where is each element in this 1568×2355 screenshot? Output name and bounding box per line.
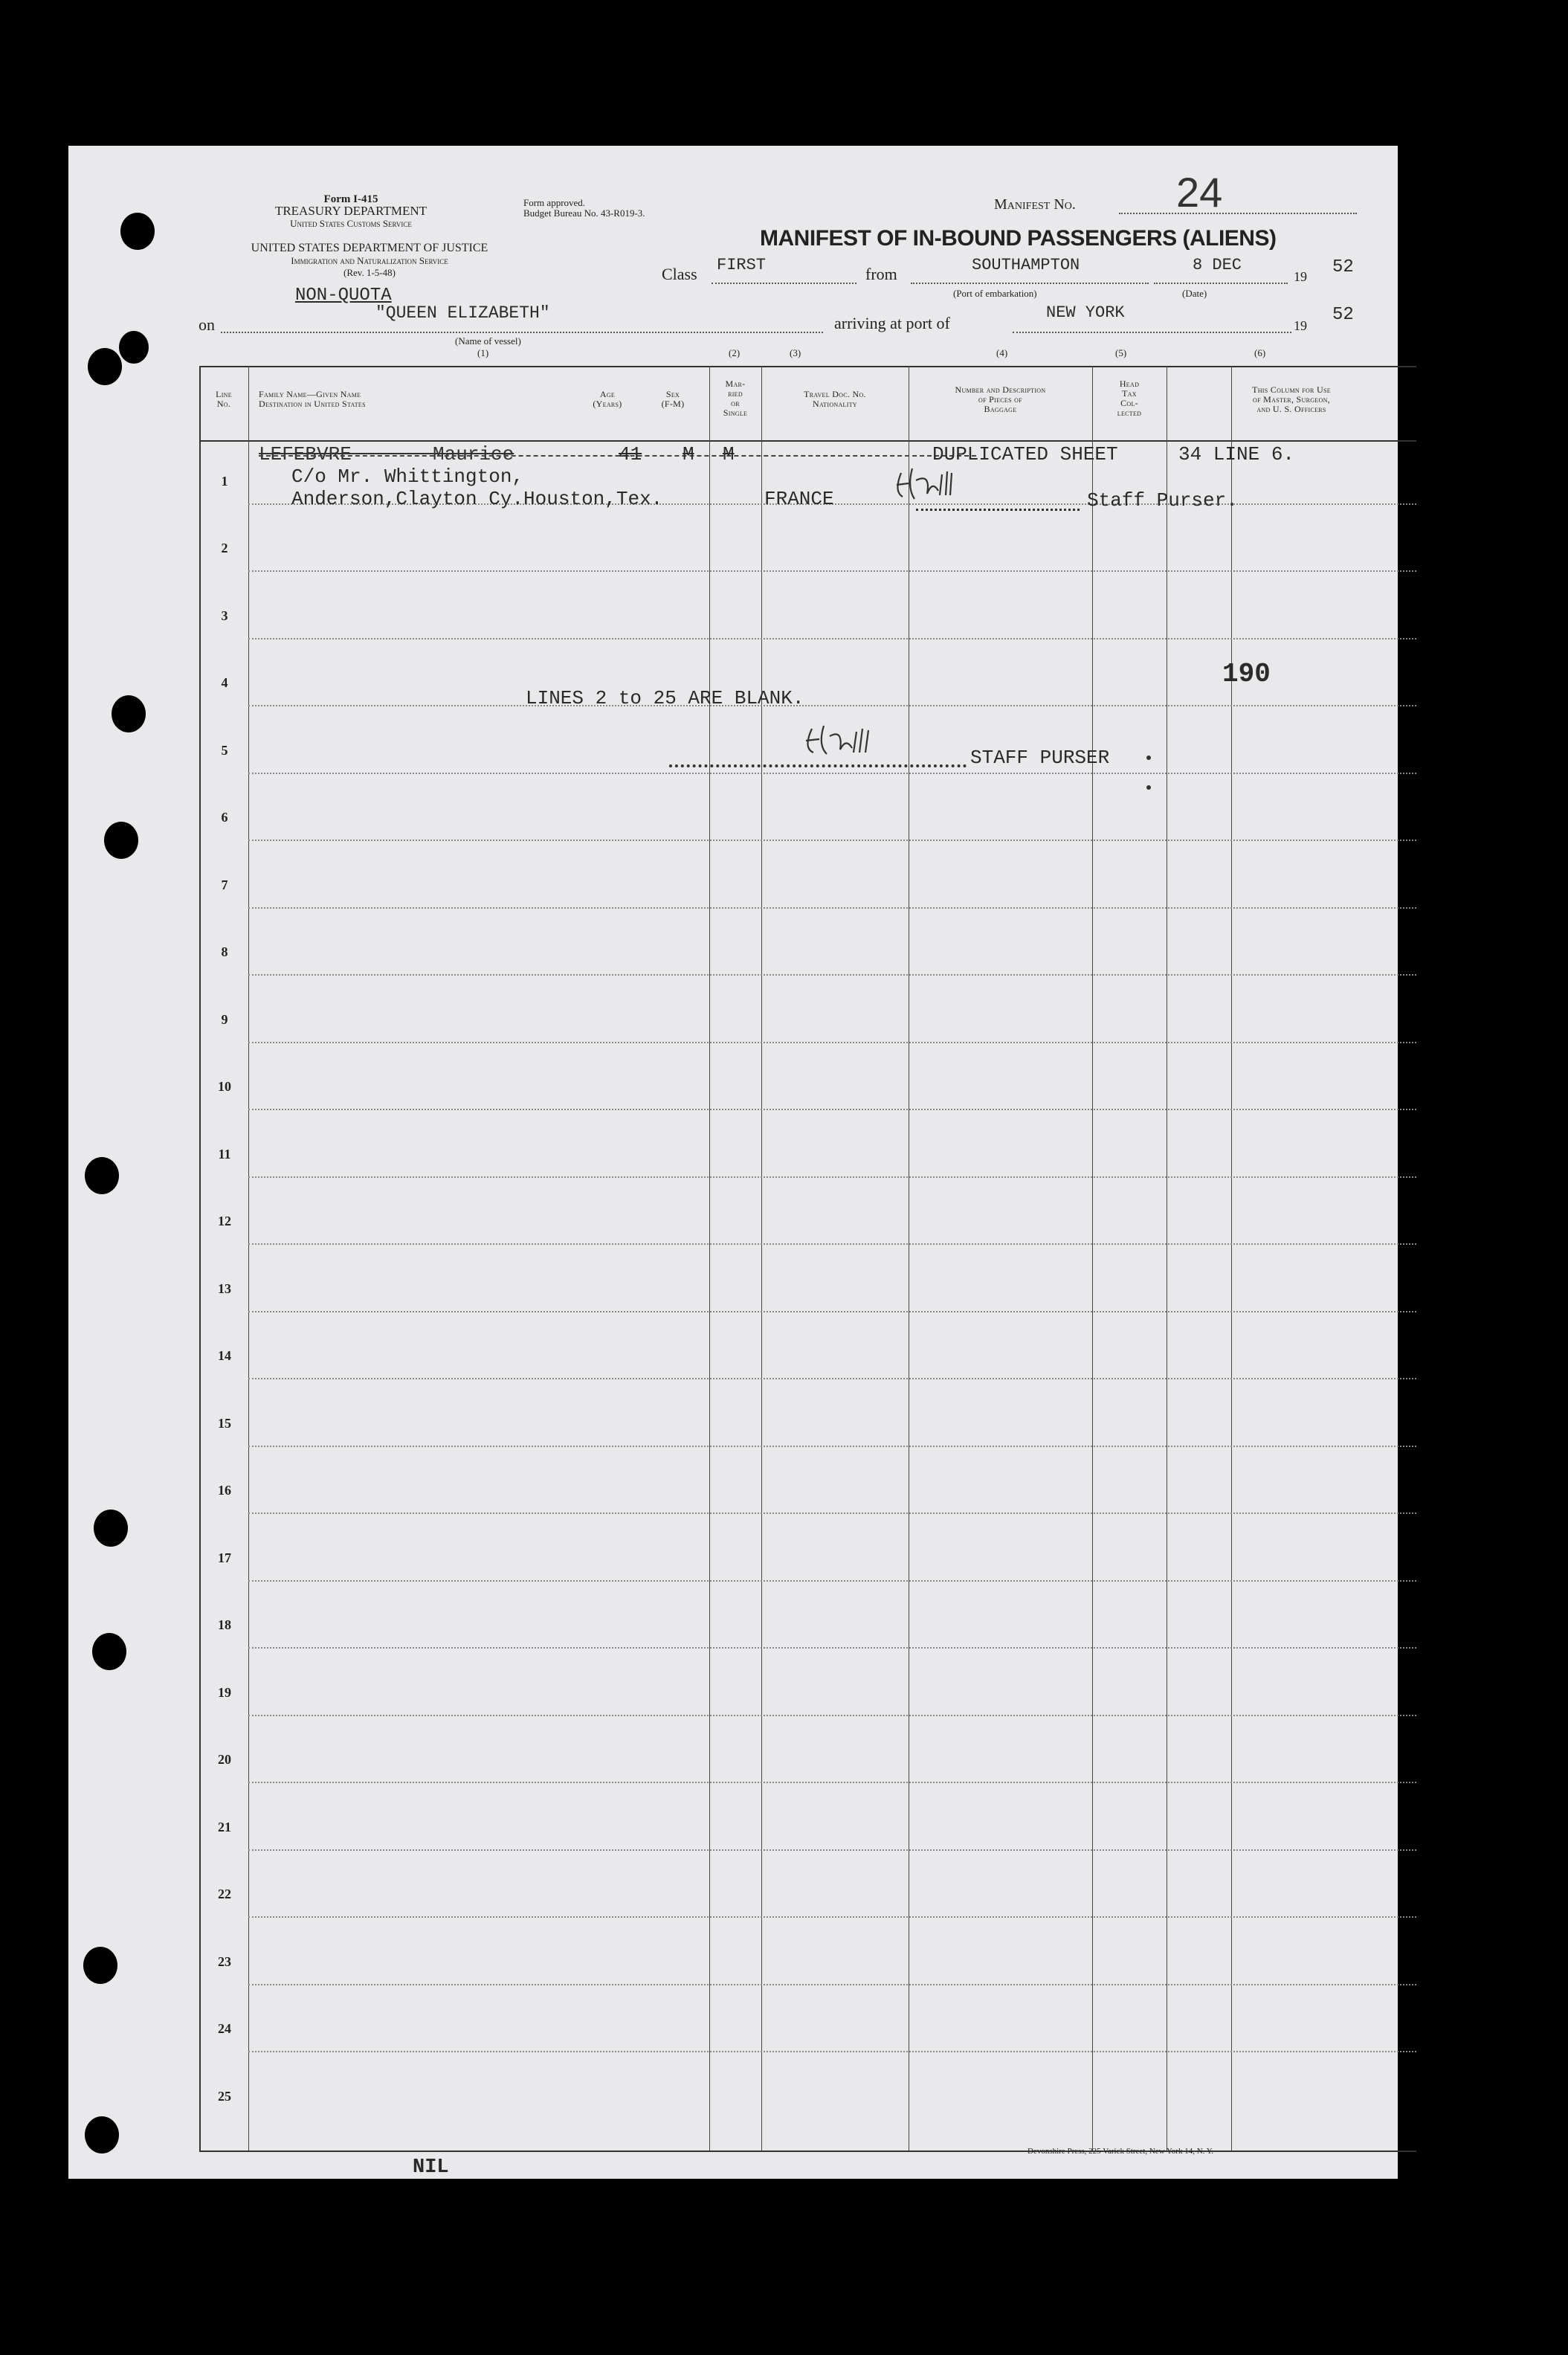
manifest-page	[68, 146, 1398, 2179]
line-number: 9	[221, 1011, 228, 1027]
row-divider	[248, 974, 1416, 976]
arrival-year: 52	[1332, 305, 1354, 325]
line-number: 13	[218, 1280, 231, 1296]
row-divider	[248, 1243, 1416, 1245]
purser-signature-2	[797, 718, 923, 763]
blank-lines-note: LINES 2 to 25 ARE BLANK.	[526, 687, 804, 709]
binder-hole	[83, 1947, 117, 1984]
line-number: 2	[221, 541, 228, 555]
binder-hole	[85, 2116, 119, 2153]
line-number: 8	[221, 944, 228, 959]
binder-hole	[120, 213, 155, 250]
row-divider	[248, 1580, 1416, 1582]
row-divider	[248, 1984, 1416, 1985]
destination-line-2: Anderson,Clayton Cy.Houston,Tex.	[291, 488, 663, 510]
binder-hole	[104, 822, 138, 859]
row-divider	[248, 1849, 1416, 1851]
stamp-number: 190	[1222, 659, 1271, 689]
line-number: 16	[218, 1483, 231, 1498]
column-number-4: (4)	[996, 347, 1008, 358]
arriving-label: arriving at port of	[834, 314, 950, 332]
justice-dept: UNITED STATES DEPARTMENT OF JUSTICE	[251, 242, 488, 254]
year-prefix: 19	[1294, 269, 1307, 284]
row-divider	[248, 1176, 1416, 1178]
binder-hole	[119, 331, 149, 364]
row-divider	[248, 1916, 1416, 1918]
line-number: 12	[218, 1214, 231, 1228]
row-divider	[248, 1782, 1416, 1783]
line-number: 25	[218, 2088, 231, 2104]
vessel-name: "QUEEN ELIZABETH"	[375, 303, 550, 323]
departure-year: 52	[1332, 257, 1354, 277]
passenger-sex: M	[683, 443, 694, 465]
line-number: 18	[218, 1617, 231, 1632]
row-divider	[248, 1512, 1416, 1514]
column-header-baggage: Number and Description of Pieces of Baggage	[955, 384, 1046, 414]
class-label: Class	[662, 265, 697, 283]
column-number-2: (2)	[729, 347, 741, 358]
column-number-1: (1)	[477, 347, 489, 358]
binder-hole	[85, 1157, 119, 1194]
revision-date: (Rev. 1-5-48)	[343, 267, 396, 278]
column-header-married: Mar- ried or Single	[723, 378, 748, 418]
family-name: LEFEBVRE	[259, 443, 352, 465]
line-number: 15	[218, 1415, 231, 1431]
duplicated-sheet-note: DUPLICATED SHEET	[932, 443, 1118, 465]
quota-status: NON-QUOTA	[295, 286, 392, 306]
budget-bureau: Budget Bureau No. 43-R019-3.	[523, 207, 645, 219]
line-number: 5	[221, 742, 228, 758]
line-number: 20	[218, 1752, 231, 1767]
printer-credit: Devonshire Press, 225 Varick Street, New York 14, N. Y.	[1027, 2147, 1214, 2156]
line-number: 7	[221, 877, 228, 892]
row-divider	[248, 705, 1416, 706]
line-number: 21	[218, 1819, 231, 1834]
treasury-dept: TREASURY DEPARTMENT	[274, 204, 428, 218]
row-divider	[248, 570, 1416, 572]
nil-note: NIL	[413, 2156, 449, 2179]
column-header-age: Age (Years)	[593, 389, 622, 409]
destination-line-1: C/o Mr. Whittington,	[291, 465, 524, 488]
row-divider	[248, 1311, 1416, 1312]
column-header-head-tax: Head Tax Col- lected	[1117, 378, 1142, 418]
line-number: 14	[218, 1348, 231, 1363]
row-divider	[248, 1378, 1416, 1379]
staff-purser-note: Staff Purser.	[1087, 489, 1238, 512]
line-number: 17	[218, 1550, 231, 1565]
column-header-sex: Sex (F-M)	[661, 389, 685, 409]
line-number: 11	[218, 1146, 231, 1162]
nationality: FRANCE	[764, 488, 834, 510]
column-number-3: (3)	[790, 347, 801, 358]
binder-hole	[88, 348, 122, 385]
row-divider	[248, 1446, 1416, 1447]
row-divider	[248, 773, 1416, 774]
line-number: 19	[218, 1684, 231, 1700]
column-header-line-no: Line No.	[216, 389, 232, 409]
from-label: from	[865, 265, 897, 283]
vessel-caption: (Name of vessel)	[455, 335, 521, 347]
line-number: 10	[218, 1079, 231, 1094]
date-caption: (Date)	[1182, 288, 1207, 299]
line-number: 23	[218, 1953, 231, 1969]
column-number-5: (5)	[1115, 347, 1127, 358]
line-number: 3	[221, 608, 228, 623]
row-divider	[248, 1042, 1416, 1043]
customs-service: United States Customs Service	[290, 218, 412, 229]
given-name: Maurice	[433, 443, 514, 465]
departure-date: 8 DEC	[1193, 256, 1242, 274]
passenger-age: 41	[619, 443, 642, 465]
purser-signature-1	[886, 458, 1013, 510]
on-label: on	[199, 315, 215, 334]
line-number: 6	[221, 810, 228, 825]
staff-purser-label: STAFF PURSER	[970, 747, 1110, 769]
column-number-6: (6)	[1254, 347, 1266, 358]
row-divider	[248, 2051, 1416, 2052]
binder-hole	[112, 695, 146, 732]
arrival-port: NEW YORK	[1046, 303, 1125, 322]
row-divider	[248, 840, 1416, 841]
row-divider	[248, 1109, 1416, 1110]
row-divider	[248, 638, 1416, 640]
class-value: FIRST	[717, 256, 767, 274]
manifest-title: MANIFEST OF IN-BOUND PASSENGERS (ALIENS)	[760, 226, 1277, 251]
row-divider	[248, 1647, 1416, 1649]
row-divider	[248, 1715, 1416, 1716]
immigration-service: Immigration and Naturalization Service	[291, 255, 448, 266]
row-divider	[248, 907, 1416, 909]
passenger-marital: M	[723, 443, 735, 465]
form-approved: Form approved.	[523, 197, 586, 208]
sheet-reference: 34 LINE 6.	[1178, 443, 1295, 465]
arrival-year-prefix: 19	[1294, 318, 1307, 333]
binder-hole	[92, 1633, 126, 1670]
manifest-no-label: Manifest No.	[994, 196, 1076, 213]
binder-hole	[94, 1510, 128, 1547]
column-header-officers: This Column for Use of Master, Surgeon, and U. S. Officers	[1252, 384, 1331, 414]
port-of-embarkation: SOUTHAMPTON	[972, 256, 1080, 274]
port-embark-caption: (Port of embarkation)	[953, 288, 1037, 299]
line-number: 1	[221, 473, 228, 489]
manifest-number: 24	[1176, 169, 1223, 216]
form-number: Form I-415	[323, 193, 378, 205]
line-number: 22	[218, 1887, 231, 1901]
column-header-travel-doc: Travel Doc. No. Nationality	[804, 389, 866, 409]
line-number: 24	[218, 2021, 231, 2036]
column-header-name: Family Name—Given Name Destination in United States	[259, 389, 366, 409]
passenger-name-struck	[259, 443, 514, 465]
line-number: 4	[221, 675, 228, 690]
